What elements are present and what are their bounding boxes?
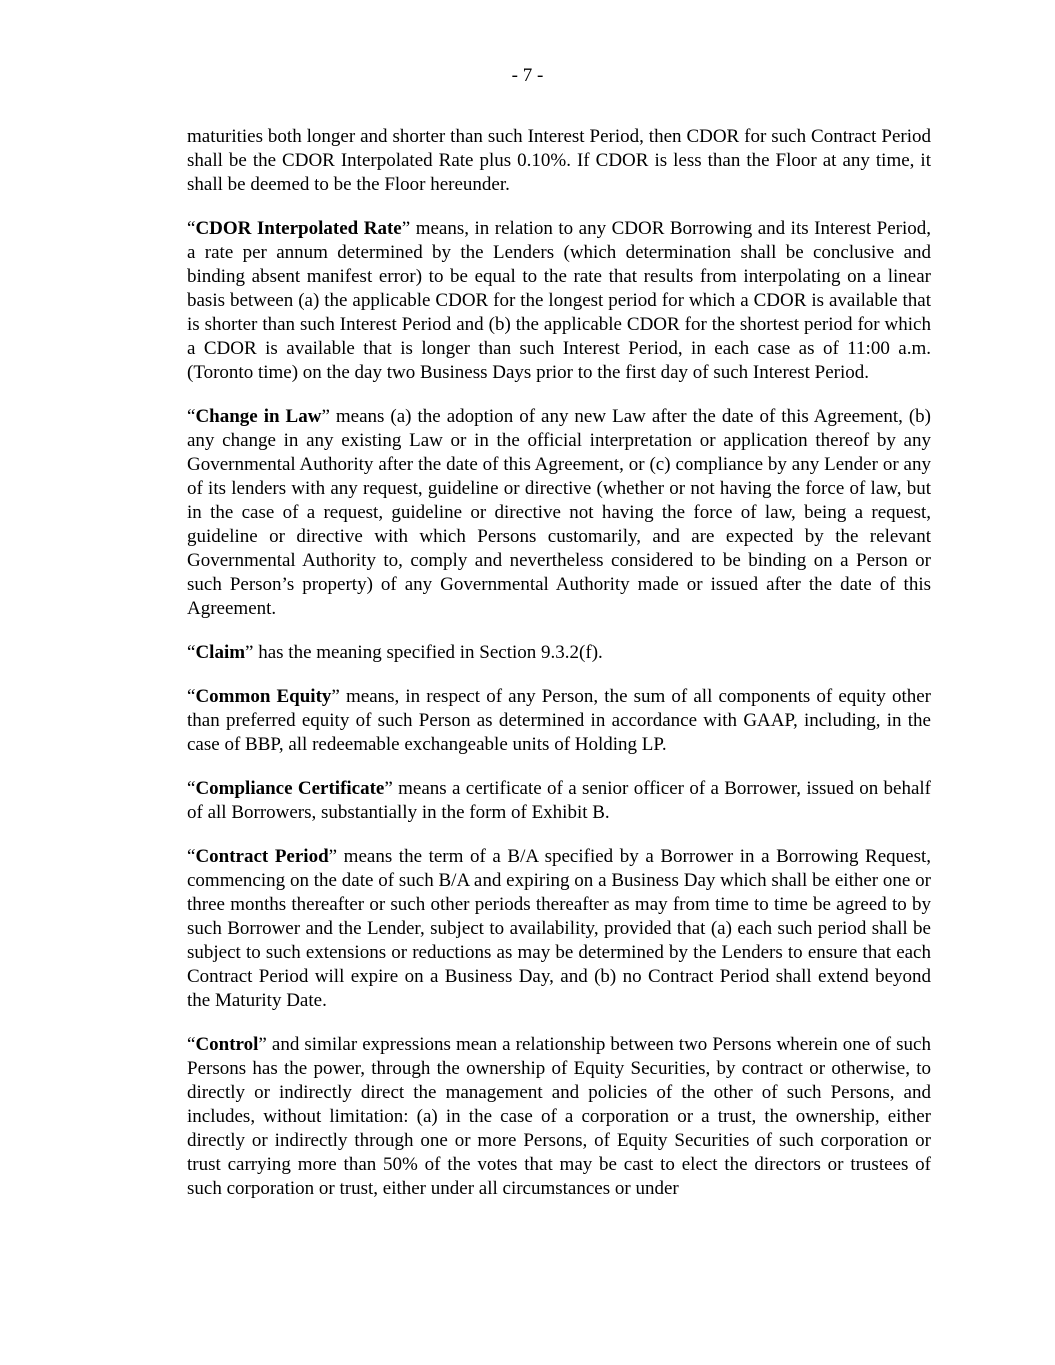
definition-common-equity (187, 685, 931, 757)
paragraph-text: maturities both longer and shorter than such Interest Period, then CDOR for such Contract Period shall be the CDOR Interpolated Rate plus 0.10%. If CDOR is less than the Floor at any time, it shall be deemed to be the Floor hereunder. (187, 126, 931, 195)
defined-term: Claim (195, 642, 246, 663)
definition-cdor-interpolated-rate (187, 217, 931, 385)
close-quote: ” (331, 686, 340, 707)
open-quote: “ (187, 846, 196, 867)
open-quote: “ (187, 218, 196, 239)
definition-contract-period (187, 845, 931, 1013)
open-quote: “ (187, 642, 196, 663)
defined-term: Contract Period (195, 846, 329, 867)
definition-text: means a certificate of a senior officer of a Borrower, issued on behalf of all Borrowers, substantially in the form of Exhibit B. (187, 778, 931, 823)
page-number: - 7 - (511, 65, 544, 86)
definition-text: has the meaning specified in Section 9.3.2(f). (253, 642, 603, 663)
defined-term: Control (195, 1034, 259, 1055)
defined-term: Compliance Certificate (195, 778, 385, 799)
definition-change-in-law (187, 405, 931, 621)
definition-text: means the term of a B/A specified by a Borrower in a Borrowing Request, commencing on the date of such B/A and expiring on a Business Day which shall be either one or three months thereafter or such other periods thereafter as may from time to time be agreed to by such Borrower and the Lender, subject to availability, provided that (a) each such period shall be subject to such extensions or reductions as may be determined by the Lenders to ensure that each Contract Period will expire on a Business Day, and (b) no Contract Period shall extend beyond the Maturity Date. (187, 846, 931, 1011)
definition-compliance-certificate (187, 777, 931, 825)
open-quote: “ (187, 406, 196, 427)
definition-text: and similar expressions mean a relationship between two Persons wherein one of such Persons has the power, through the ownership of Equity Securities, by contract or otherwise, to directly or indirectly direct the management and policies of the other of such Persons, and includes, without limitation: (a) in the case of a corporation or a trust, the ownership, either directly or indirectly through one or more Persons, of Equity Securities of such corporation or trust carrying more than 50% of the votes that may be cast to elect the directors or trustees of such corporation or trust, either under all circumstances or under (187, 1034, 931, 1199)
page-body (187, 125, 931, 1201)
definition-claim (187, 641, 931, 665)
defined-term: CDOR Interpolated Rate (195, 218, 402, 239)
defined-term: Change in Law (195, 406, 322, 427)
open-quote: “ (187, 686, 196, 707)
defined-term: Common Equity (195, 686, 332, 707)
open-quote: “ (187, 778, 196, 799)
paragraph-cdor-continuation (187, 125, 931, 197)
close-quote: ” (401, 218, 411, 239)
close-quote: ” (258, 1034, 267, 1055)
close-quote: ” (384, 778, 393, 799)
close-quote: ” (321, 406, 330, 427)
definition-text: means, in respect of any Person, the sum of all components of equity other than preferred equity of such Person as determined in accordance with GAAP, including, in the case of BBP, all redeemable exchangeable units of Holding LP. (187, 686, 931, 755)
open-quote: “ (187, 1034, 196, 1055)
close-quote: ” (328, 846, 338, 867)
definition-text: means (a) the adoption of any new Law after the date of this Agreement, (b) any change in any existing Law or in the official interpretation or application thereof by any Governmental Authority after the date of this Agreement, or (c) compliance by any Lender or any of its lenders with any request, guideline or directive (whether or not having the force of law, but in the case of a request, guideline or directive not having the force of law, being a request, guideline or directive with which Persons customarily, and are expected by the relevant Governmental Authority to, comply and nevertheless considered to be binding on a Person or such Person’s property) of any Governmental Authority made or issued after the date of this Agreement. (187, 406, 931, 619)
close-quote: ” (245, 642, 254, 663)
definition-text: means, in relation to any CDOR Borrowing and its Interest Period, a rate per annum determined by the Lenders (which determination shall be conclusive and binding absent manifest error) to be equal to the rate that results from interpolating on a linear basis between (a) the applicable CDOR for the longest period for which a CDOR is available that is shorter than such Interest Period and (b) the applicable CDOR for the shortest period for which a CDOR is available that is longer than such Interest Period, in each case as of 11:00 a.m. (Toronto time) on the day two Business Days prior to the first day of such Interest Period. (187, 218, 931, 383)
definition-control (187, 1033, 931, 1201)
